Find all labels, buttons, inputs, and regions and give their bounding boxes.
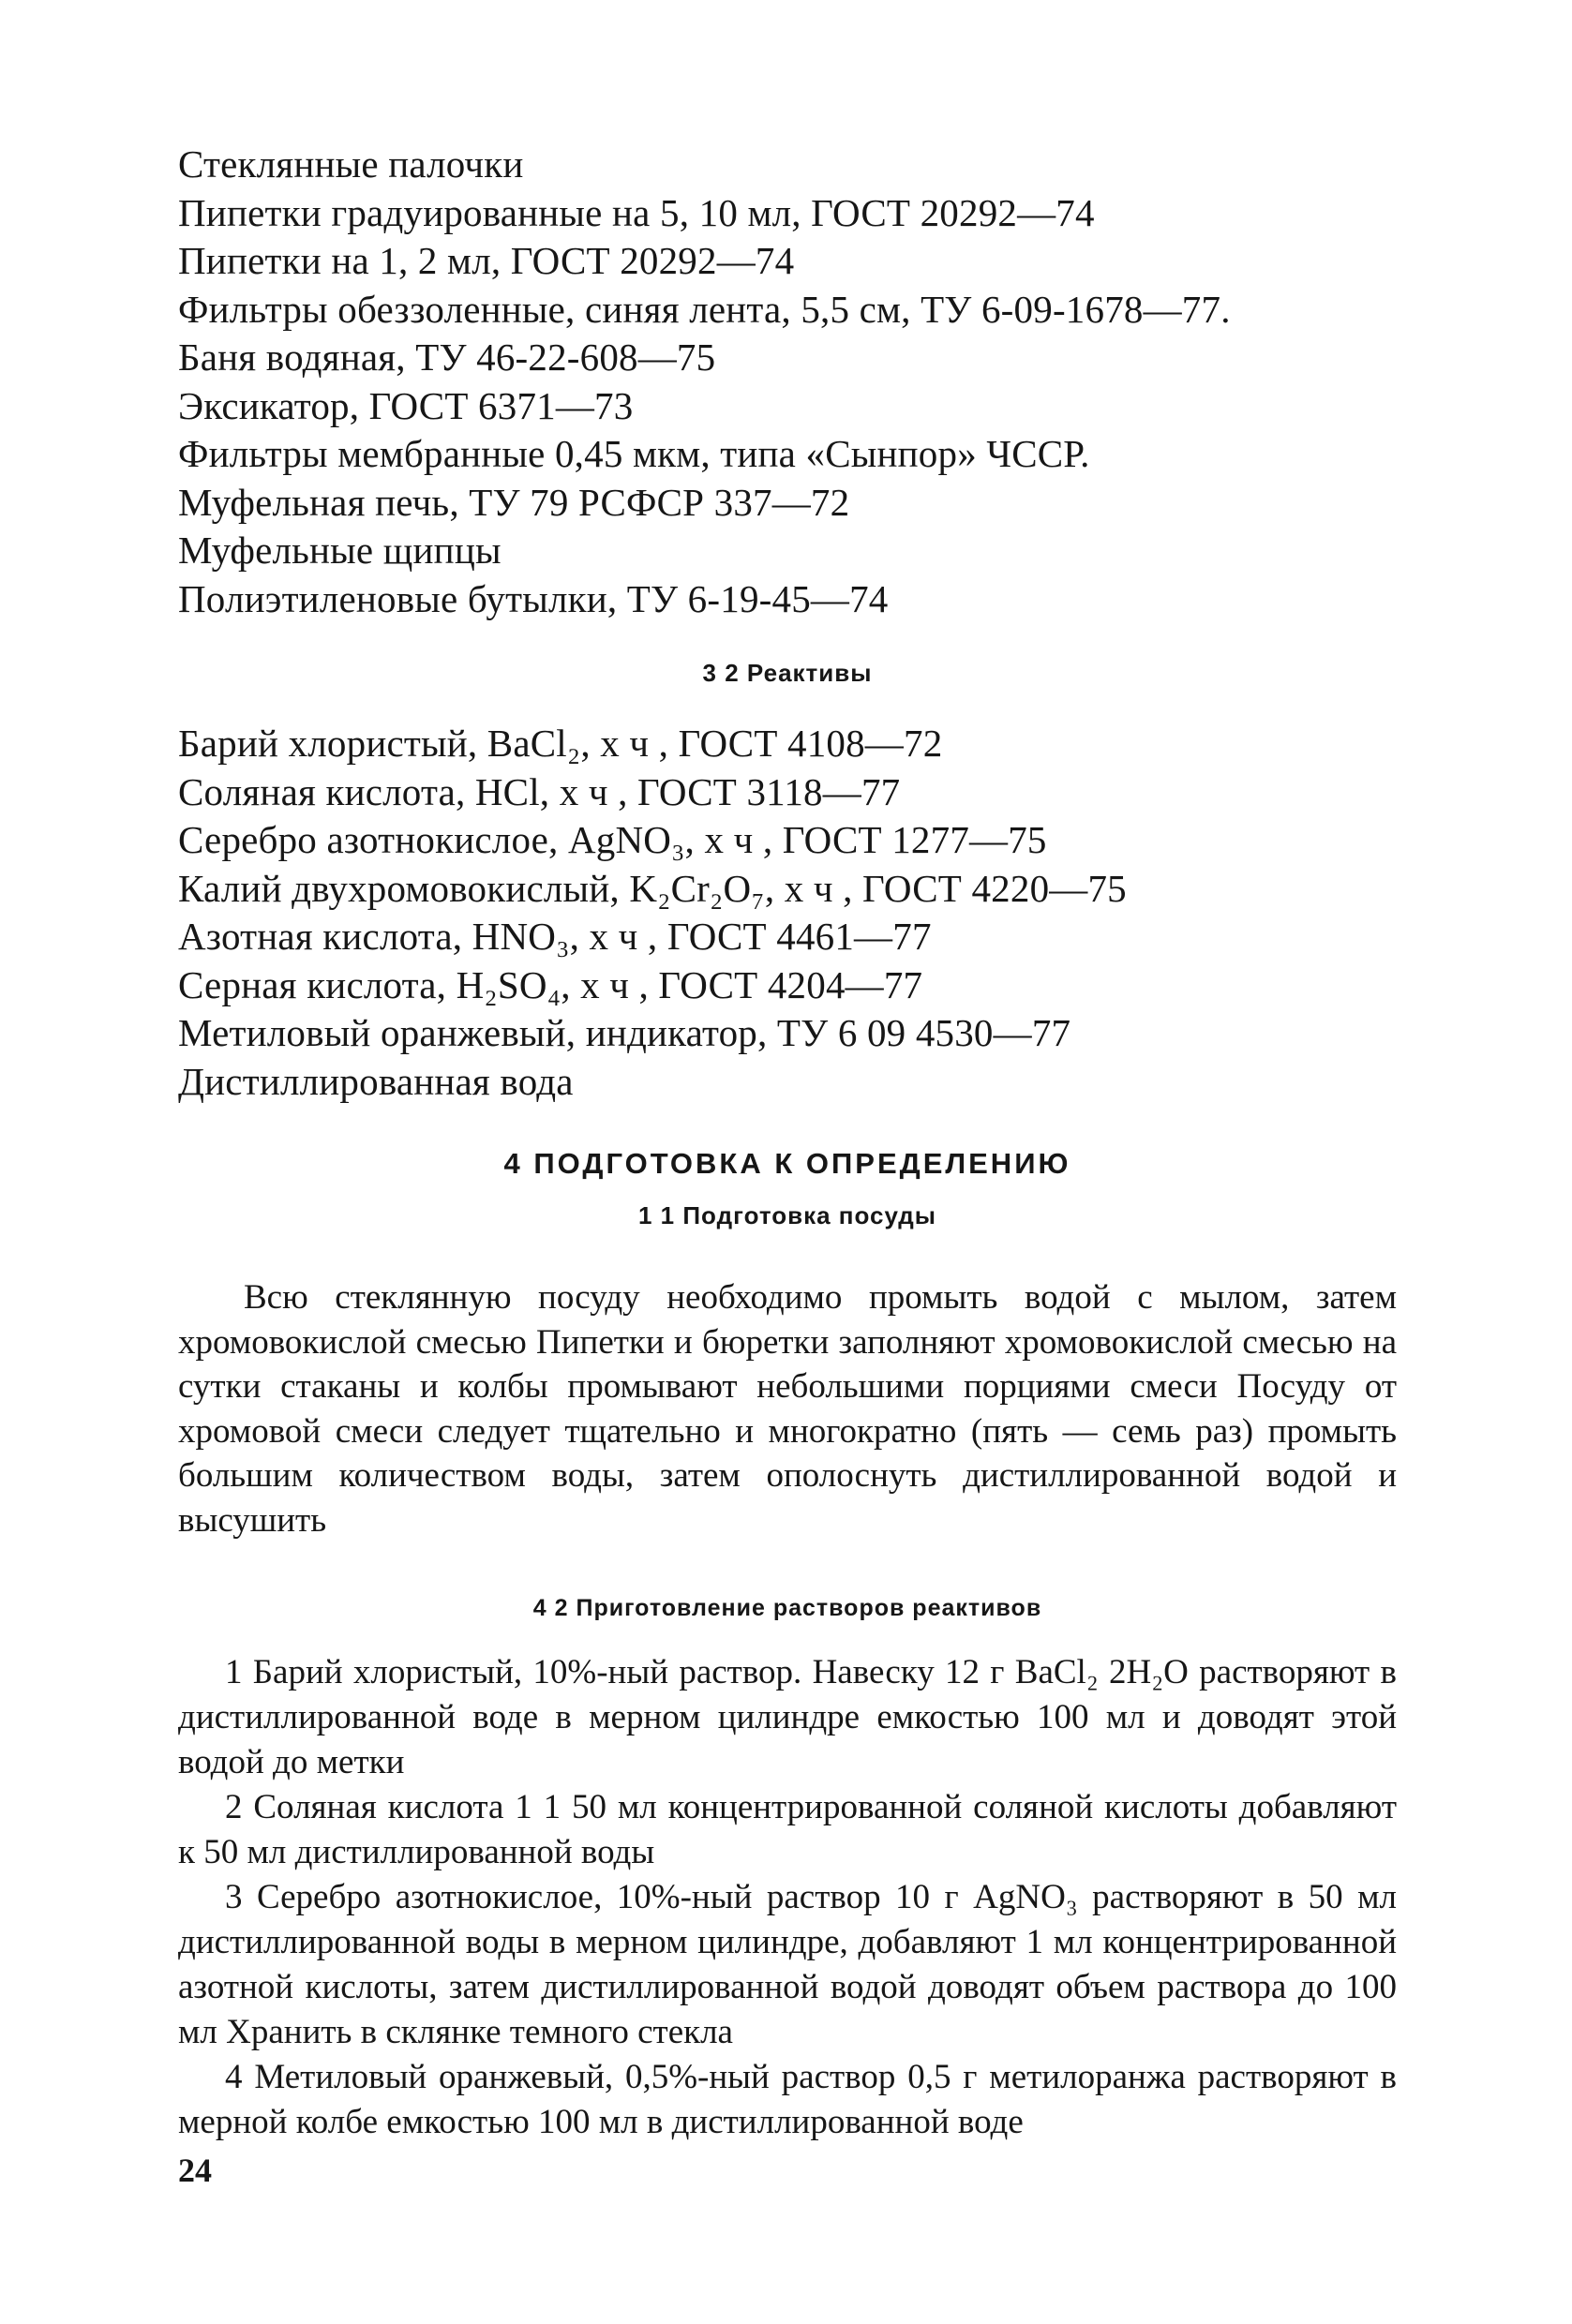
paragraph: 1 Барий хлористый, 10%-ный раствор. Навеску 12 г BaCl₂ 2H₂O растворяют в дистиллированной воде в мерном цилиндре емкостью 100 мл и доводят этой водой до метки — [178, 1653, 1397, 1781]
paragraph: 2 Соляная кислота 1 1 50 мл концентрированной соляной кислоты добавляют к 50 мл дистиллированной воды — [178, 1788, 1397, 1871]
paragraph: 3 Серебро азотнокислое, 10%-ный раствор 10 г AgNO₃ растворяют в 50 мл дистиллированной воды в мерном цилиндре, добавляют 1 мл концентрированной азотной кислоты, затем дистиллированной водой доводят объем раствора до 100 мл Хранить в склянке темного стекла — [178, 1878, 1397, 2051]
section-heading: 4 ПОДГОТОВКА К ОПРЕДЕЛЕНИЮ — [503, 1147, 1071, 1180]
list-item: Стеклянные палочки — [178, 142, 524, 186]
list-item: Баня водяная, ТУ 46-22-608—75 — [178, 335, 716, 379]
paragraph: Всю стеклянную посуду необходимо промыть водой с мылом, затем хромовокислой смесью Пипетки и бюретки заполняют хромовокислой смесью на сутки стаканы и колбы промывают небольшими порциями смеси Посуду от хромовой смеси следует тщательно и многократно (пять — семь раз) промыть большим количеством воды, затем ополоснуть дистиллированной водой и высушить — [178, 1278, 1397, 1540]
reagents-list — [178, 720, 1397, 1106]
reagents-heading: 3 2 Реактивы — [702, 659, 873, 687]
list-item: Пипетки на 1, 2 мл, ГОСТ 20292—74 — [178, 239, 795, 282]
list-item: Калий двухромовокислый, K₂Cr₂O₇, х ч , ГОСТ 4220—75 — [178, 866, 1127, 910]
list-item: Серная кислота, H₂SO₄, х ч , ГОСТ 4204—77 — [178, 962, 923, 1006]
list-item: Эксикатор, ГОСТ 6371—73 — [178, 383, 634, 427]
page-number: 24 — [178, 2152, 212, 2189]
equipment-list — [178, 141, 1397, 623]
list-item: Дистиллированная вода — [178, 1059, 574, 1103]
paragraph: 4 Метиловый оранжевый, 0,5%-ный раствор 0,5 г метилоранжа растворяют в мерной колбе емкостью 100 мл в дистиллированной воде — [178, 2058, 1397, 2141]
list-item: Полиэтиленовые бутылки, ТУ 6-19-45—74 — [178, 576, 889, 620]
subsection-heading: 1 1 Подготовка посуды — [638, 1201, 936, 1229]
list-item: Азотная кислота, HNO₃, х ч , ГОСТ 4461—77 — [178, 915, 932, 958]
list-item: Муфельные щипцы — [178, 529, 502, 572]
list-item: Фильтры обеззоленные, синяя лента, 5,5 см, ТУ 6-09-1678—77. — [178, 287, 1231, 331]
list-item: Пипетки градуированные на 5, 10 мл, ГОСТ 20292—74 — [178, 190, 1095, 234]
list-item: Муфельная печь, ТУ 79 РСФСР 337—72 — [178, 480, 850, 524]
list-item: Метиловый оранжевый, индикатор, ТУ 6 09 4530—77 — [178, 1011, 1071, 1054]
list-item: Барий хлористый, BaCl₂, х ч , ГОСТ 4108—72 — [178, 722, 943, 765]
list-item: Серебро азотнокислое, AgNO₃, х ч , ГОСТ 1277—75 — [178, 818, 1047, 861]
list-item: Соляная кислота, HCl, х ч , ГОСТ 3118—77 — [178, 769, 901, 813]
list-item: Фильтры мембранные 0,45 мкм, типа «Сынпор» ЧССР. — [178, 432, 1090, 475]
subsection-heading: 4 2 Приготовление растворов реактивов — [532, 1595, 1042, 1621]
document-page — [178, 141, 1397, 2145]
